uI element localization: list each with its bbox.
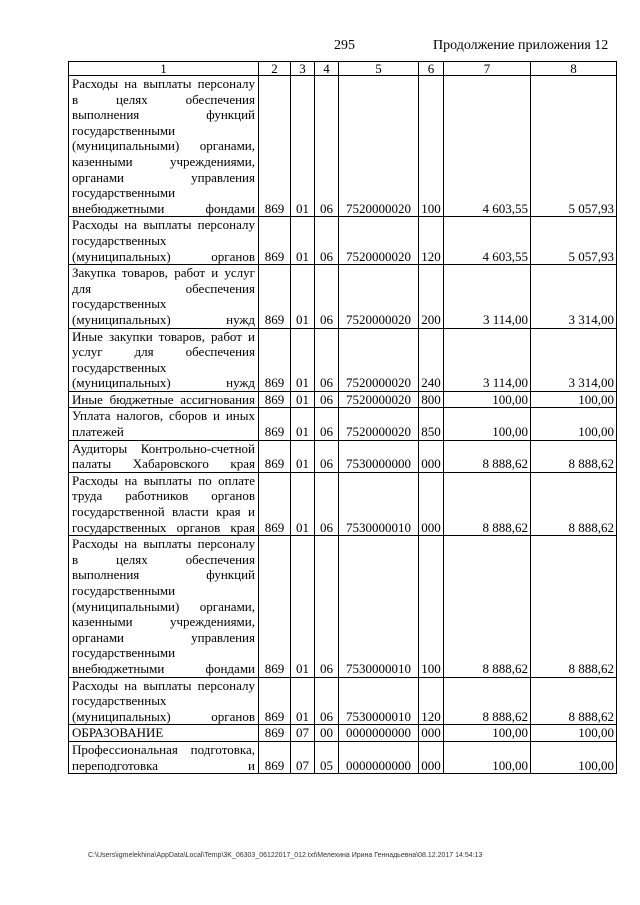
subsection-cell: 06 bbox=[315, 265, 339, 328]
row-name-cell: Расходы на выплаты персоналу государственных (муниципальных) органов bbox=[69, 217, 259, 265]
row-name-cell: Аудиторы Контрольно-счетной палаты Хабаровского края bbox=[69, 440, 259, 472]
row-name-cell: Расходы на выплаты персоналу в целях обеспечения выполнения функций государственными (муниципальными) органами, казенными учреждениями, органами управления государственными внебюджетными фондами bbox=[69, 76, 259, 217]
admin-code-cell: 869 bbox=[259, 408, 291, 440]
column-number: 3 bbox=[291, 62, 315, 76]
target-article-cell: 7530000010 bbox=[339, 536, 419, 677]
sum-year-2-cell: 5 057,93 bbox=[531, 217, 617, 265]
sum-year-2-cell: 100,00 bbox=[531, 408, 617, 440]
subsection-cell: 06 bbox=[315, 440, 339, 472]
column-number: 2 bbox=[259, 62, 291, 76]
column-number: 1 bbox=[69, 62, 259, 76]
subsection-cell: 05 bbox=[315, 741, 339, 773]
admin-code-cell: 869 bbox=[259, 741, 291, 773]
row-name-cell: Профессиональная подготовка, переподготовка и bbox=[69, 741, 259, 773]
expense-type-cell: 800 bbox=[419, 391, 444, 408]
section-cell: 07 bbox=[291, 741, 315, 773]
row-name-cell: Расходы на выплаты персоналу в целях обеспечения выполнения функций государственными (муниципальными) органами, казенными учреждениями, органами управления государственными внебюджетными фондами bbox=[69, 536, 259, 677]
sum-year-1-cell: 8 888,62 bbox=[444, 536, 531, 677]
section-cell: 01 bbox=[291, 677, 315, 725]
sum-year-2-cell: 8 888,62 bbox=[531, 677, 617, 725]
target-article-cell: 7530000010 bbox=[339, 677, 419, 725]
section-cell: 01 bbox=[291, 391, 315, 408]
target-article-cell: 7520000020 bbox=[339, 265, 419, 328]
subsection-cell: 06 bbox=[315, 472, 339, 535]
sum-year-1-cell: 100,00 bbox=[444, 725, 531, 742]
table-row bbox=[69, 76, 617, 217]
subsection-cell: 06 bbox=[315, 328, 339, 391]
row-name-cell: Расходы на выплаты персоналу государственных (муниципальных) органов bbox=[69, 677, 259, 725]
row-name-cell: Закупка товаров, работ и услуг для обеспечения государственных (муниципальных) нужд bbox=[69, 265, 259, 328]
section-cell: 01 bbox=[291, 472, 315, 535]
sum-year-2-cell: 3 314,00 bbox=[531, 265, 617, 328]
expense-type-cell: 100 bbox=[419, 536, 444, 677]
admin-code-cell: 869 bbox=[259, 265, 291, 328]
expense-type-cell: 120 bbox=[419, 677, 444, 725]
target-article-cell: 0000000000 bbox=[339, 741, 419, 773]
sum-year-1-cell: 8 888,62 bbox=[444, 677, 531, 725]
section-cell: 01 bbox=[291, 328, 315, 391]
subsection-cell: 06 bbox=[315, 76, 339, 217]
admin-code-cell: 869 bbox=[259, 472, 291, 535]
expense-type-cell: 850 bbox=[419, 408, 444, 440]
admin-code-cell: 869 bbox=[259, 536, 291, 677]
table-row bbox=[69, 408, 617, 440]
expense-type-cell: 000 bbox=[419, 725, 444, 742]
target-article-cell: 0000000000 bbox=[339, 725, 419, 742]
row-name-cell: ОБРАЗОВАНИЕ bbox=[69, 725, 259, 742]
table-row bbox=[69, 217, 617, 265]
sum-year-1-cell: 100,00 bbox=[444, 408, 531, 440]
sum-year-1-cell: 4 603,55 bbox=[444, 76, 531, 217]
subsection-cell: 06 bbox=[315, 677, 339, 725]
column-number-row bbox=[69, 62, 617, 76]
section-cell: 01 bbox=[291, 440, 315, 472]
subsection-cell: 00 bbox=[315, 725, 339, 742]
expense-type-cell: 240 bbox=[419, 328, 444, 391]
continuation-label: Продолжение приложения 12 bbox=[433, 38, 609, 53]
column-number: 8 bbox=[531, 62, 617, 76]
admin-code-cell: 869 bbox=[259, 328, 291, 391]
target-article-cell: 7520000020 bbox=[339, 76, 419, 217]
section-cell: 01 bbox=[291, 217, 315, 265]
admin-code-cell: 869 bbox=[259, 217, 291, 265]
target-article-cell: 7530000010 bbox=[339, 472, 419, 535]
column-number: 4 bbox=[315, 62, 339, 76]
sum-year-2-cell: 100,00 bbox=[531, 725, 617, 742]
expense-type-cell: 000 bbox=[419, 440, 444, 472]
row-name-cell: Иные бюджетные ассигнования bbox=[69, 391, 259, 408]
sum-year-1-cell: 3 114,00 bbox=[444, 328, 531, 391]
row-name-cell: Иные закупки товаров, работ и услуг для обеспечения государственных (муниципальных) нужд bbox=[69, 328, 259, 391]
section-cell: 07 bbox=[291, 725, 315, 742]
table-row bbox=[69, 328, 617, 391]
column-number: 6 bbox=[419, 62, 444, 76]
section-cell: 01 bbox=[291, 265, 315, 328]
subsection-cell: 06 bbox=[315, 408, 339, 440]
subsection-cell: 06 bbox=[315, 217, 339, 265]
subsection-cell: 06 bbox=[315, 536, 339, 677]
expense-type-cell: 000 bbox=[419, 472, 444, 535]
target-article-cell: 7520000020 bbox=[339, 328, 419, 391]
section-cell: 01 bbox=[291, 408, 315, 440]
column-number: 7 bbox=[444, 62, 531, 76]
sum-year-2-cell: 8 888,62 bbox=[531, 440, 617, 472]
file-path-footer: C:\Users\igmelekhina\AppData\Local\Temp\3K_06303_06122017_012.txt\Мелехина Ирина Геннадьевна\08.12.2017 14:54:13 bbox=[88, 852, 483, 859]
sum-year-1-cell: 8 888,62 bbox=[444, 440, 531, 472]
table-row bbox=[69, 741, 617, 773]
admin-code-cell: 869 bbox=[259, 440, 291, 472]
sum-year-2-cell: 100,00 bbox=[531, 741, 617, 773]
sum-year-1-cell: 4 603,55 bbox=[444, 217, 531, 265]
table-row bbox=[69, 536, 617, 677]
expense-type-cell: 100 bbox=[419, 76, 444, 217]
admin-code-cell: 869 bbox=[259, 391, 291, 408]
sum-year-1-cell: 3 114,00 bbox=[444, 265, 531, 328]
sum-year-1-cell: 100,00 bbox=[444, 741, 531, 773]
target-article-cell: 7520000020 bbox=[339, 391, 419, 408]
table-row bbox=[69, 265, 617, 328]
sum-year-2-cell: 3 314,00 bbox=[531, 328, 617, 391]
table-row bbox=[69, 391, 617, 408]
sum-year-1-cell: 8 888,62 bbox=[444, 472, 531, 535]
admin-code-cell: 869 bbox=[259, 76, 291, 217]
admin-code-cell: 869 bbox=[259, 725, 291, 742]
table-row bbox=[69, 725, 617, 742]
admin-code-cell: 869 bbox=[259, 677, 291, 725]
budget-table bbox=[68, 61, 617, 774]
sum-year-1-cell: 100,00 bbox=[444, 391, 531, 408]
sum-year-2-cell: 8 888,62 bbox=[531, 472, 617, 535]
column-number: 5 bbox=[339, 62, 419, 76]
section-cell: 01 bbox=[291, 76, 315, 217]
row-name-cell: Расходы на выплаты по оплате труда работников органов государственной власти края и государственных органов края bbox=[69, 472, 259, 535]
table-row bbox=[69, 677, 617, 725]
subsection-cell: 06 bbox=[315, 391, 339, 408]
expense-type-cell: 120 bbox=[419, 217, 444, 265]
sum-year-2-cell: 8 888,62 bbox=[531, 536, 617, 677]
target-article-cell: 7520000020 bbox=[339, 217, 419, 265]
expense-type-cell: 200 bbox=[419, 265, 444, 328]
table-row bbox=[69, 440, 617, 472]
sum-year-2-cell: 5 057,93 bbox=[531, 76, 617, 217]
sum-year-2-cell: 100,00 bbox=[531, 391, 617, 408]
target-article-cell: 7520000020 bbox=[339, 408, 419, 440]
row-name-cell: Уплата налогов, сборов и иных платежей bbox=[69, 408, 259, 440]
target-article-cell: 7530000000 bbox=[339, 440, 419, 472]
page-number: 295 bbox=[334, 38, 355, 53]
expense-type-cell: 000 bbox=[419, 741, 444, 773]
section-cell: 01 bbox=[291, 536, 315, 677]
table-row bbox=[69, 472, 617, 535]
